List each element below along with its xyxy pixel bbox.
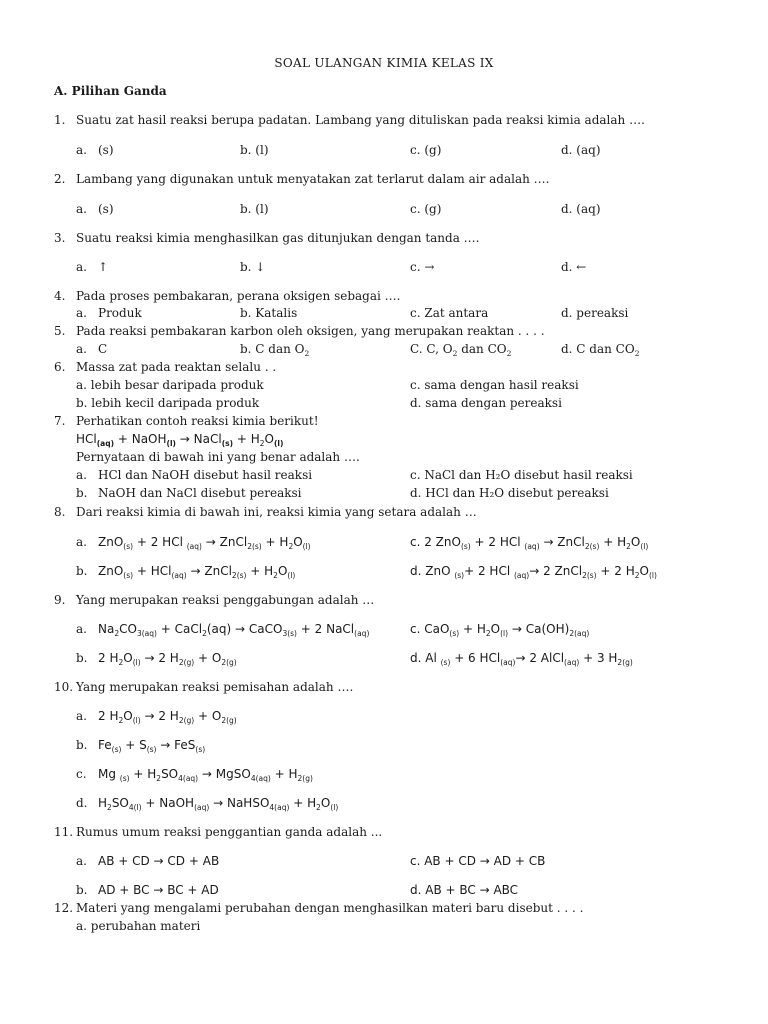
option-d: d. HCl dan H₂O disebut pereaksi <box>410 486 609 500</box>
option-label: a. <box>76 260 87 274</box>
option-d: d. (aq) <box>561 143 601 157</box>
option-b: b. Katalis <box>240 306 298 320</box>
option-d: d. Al $_{(s)}$ + 6 HCl$_{(aq)}$→ 2 AlCl$_{(aq)}$ + 3 $H_{2(g)}$ <box>410 651 633 667</box>
option-a: ↑ <box>98 260 109 274</box>
question-number: 1. <box>54 113 66 127</box>
question-text: Pada proses pembakaran, perana oksigen sebagai …. <box>76 289 401 303</box>
question-text: Perhatikan contoh reaksi kimia berikut! <box>76 414 319 428</box>
question-number: 5. <box>54 324 66 338</box>
option-b: ZnO$_{(s)}$ + HCl$_{(aq)}$ → ZnCl$_{2(s)}$ + $H_2O_{(l)}$ <box>98 564 296 580</box>
question-text: Dari reaksi kimia di bawah ini, reaksi kimia yang setara adalah … <box>76 505 477 519</box>
option-c: Mg $_{(s)} + H_2SO_{4(aq)}$ → MgSO$_{4(aq)}$ + $H_{2(g)}$ <box>98 767 313 783</box>
option-c: c. Zat antara <box>410 306 489 320</box>
option-label: a. <box>76 854 87 868</box>
option-label: a. <box>76 535 87 549</box>
option-d: d. sama dengan pereaksi <box>410 396 562 410</box>
option-b: NaOH dan NaCl disebut pereaksi <box>98 486 302 500</box>
option-d: d. ZnO $_{(s)}$+ 2 HCl $_{(aq)}$→ 2 ZnCl$_{2(s)}$ + 2 $H_2O_{(l)}$ <box>410 564 657 580</box>
option-label: a. <box>76 306 87 320</box>
question-number: 3. <box>54 231 66 245</box>
option-b: 2 $H_2O_{(l)} \to 2$ $H_{2(g)} + O_{2(g)}$ <box>98 651 237 667</box>
option-label: a. <box>76 202 87 216</box>
question-text: Lambang yang digunakan untuk menyatakan zat terlarut dalam air adalah …. <box>76 172 550 186</box>
question-text: Pada reaksi pembakaran karbon oleh oksigen, yang merupakan reaktan . . . . <box>76 324 545 338</box>
option-d: $H_2SO_{4(l)}$ + NaOH$_{(aq)}$ → NaHSO$_{4(aq)}$ + $H_2O_{(l)}$ <box>98 796 339 812</box>
option-c: c. AB + CD → AD + CB <box>410 854 546 868</box>
option-a: ZnO$_{(s)}$ + 2 HCl $_{(aq)}$ → ZnCl$_{2(s)}$ + $H_2O_{(l)}$ <box>98 535 311 551</box>
option-d: d. ← <box>561 260 587 274</box>
option-c: c. (g) <box>410 143 442 157</box>
question-text: Massa zat pada reaktan selalu . . <box>76 360 277 374</box>
page-title: SOAL ULANGAN KIMIA KELAS IX <box>274 56 494 70</box>
option-b: $Fe_{(s)} + S_{(s)} \to FeS_{(s)}$ <box>98 738 206 754</box>
option-c: c. → <box>410 260 435 274</box>
option-b: b. C dan $O_2$ <box>240 342 310 358</box>
option-a: 2 $H_2O_{(l)} \to 2$ $H_{2(g)} + O_{2(g)}$ <box>98 709 237 725</box>
question-text: Materi yang mengalami perubahan dengan menghasilkan materi baru disebut . . . . <box>76 901 584 915</box>
question-number: 9. <box>54 593 66 607</box>
option-d: d. C dan $CO_2$ <box>561 342 640 358</box>
question-number: 6. <box>54 360 66 374</box>
question-statement: Pernyataan di bawah ini yang benar adalah …. <box>76 450 360 464</box>
question-number: 10. <box>54 680 74 694</box>
option-a: a. lebih besar daripada produk <box>76 378 264 392</box>
option-c: c. NaCl dan H₂O disebut hasil reaksi <box>410 468 633 482</box>
option-label: a. <box>76 143 87 157</box>
option-label: a. <box>76 709 87 723</box>
question-text: Yang merupakan reaksi penggabungan adalah … <box>76 593 375 607</box>
option-label: a. <box>76 622 87 636</box>
option-d: d. pereaksi <box>561 306 629 320</box>
option-label: b. <box>76 883 88 897</box>
reaction-equation: HCl$_{(aq)}$ + NaOH$_{(l)}$ → NaCl$_{(s)}$ + $H_2O_{(l)}$ <box>76 432 284 448</box>
option-b: b. (l) <box>240 143 269 157</box>
question-text: Suatu reaksi kimia menghasilkan gas ditunjukan dengan tanda …. <box>76 231 480 245</box>
option-a: AB + CD → CD + AB <box>98 854 220 868</box>
option-label: a. <box>76 468 87 482</box>
option-b: b. lebih kecil daripada produk <box>76 396 260 410</box>
question-number: 4. <box>54 289 66 303</box>
option-b: AD + BC → BC + AD <box>98 883 219 897</box>
question-number: 8. <box>54 505 66 519</box>
question-text: Suatu zat hasil reaksi berupa padatan. Lambang yang dituliskan pada reaksi kimia adalah …. <box>76 113 645 127</box>
option-a: HCl dan NaOH disebut hasil reaksi <box>98 468 313 482</box>
option-label: b. <box>76 738 88 752</box>
option-c: c. $CaO_{(s)} + H_2O_{(l)} \to Ca(OH)_{2(aq)}$ <box>410 622 590 638</box>
question-number: 7. <box>54 414 66 428</box>
question-text: Rumus umum reaksi penggantian ganda adalah ... <box>76 825 383 839</box>
option-label: b. <box>76 564 88 578</box>
option-a: C <box>98 342 108 356</box>
option-b: b. (l) <box>240 202 269 216</box>
question-number: 12. <box>54 901 74 915</box>
option-label: d. <box>76 796 88 810</box>
option-a: a. perubahan materi <box>76 919 201 933</box>
option-a: $Na_2CO_{3(aq)}$ + CaCl$_2$(aq) → CaCO$_{3(s)}$ + 2 NaCl$_{(aq)}$ <box>98 622 370 638</box>
option-d: d. AB + BC → ABC <box>410 883 519 897</box>
question-number: 11. <box>54 825 74 839</box>
question-number: 2. <box>54 172 66 186</box>
option-a: (s) <box>98 143 114 157</box>
option-label: a. <box>76 342 87 356</box>
option-c: c. 2 ZnO$_{(s)}$ + 2 HCl $_{(aq)}$ → ZnCl$_{2(s)}$ + $H_2O_{(l)}$ <box>410 535 649 551</box>
option-d: d. (aq) <box>561 202 601 216</box>
section-heading: A. Pilihan Ganda <box>54 84 167 98</box>
option-c: c. (g) <box>410 202 442 216</box>
option-label: c. <box>76 767 87 781</box>
option-c: C. C, $O_2$ dan $CO_2$ <box>410 342 512 358</box>
option-b: b. ↓ <box>240 260 266 274</box>
option-label: b. <box>76 651 88 665</box>
option-c: c. sama dengan hasil reaksi <box>410 378 579 392</box>
question-text: Yang merupakan reaksi pemisahan adalah …. <box>76 680 354 694</box>
option-a: (s) <box>98 202 114 216</box>
option-a: Produk <box>98 306 142 320</box>
option-label: b. <box>76 486 88 500</box>
